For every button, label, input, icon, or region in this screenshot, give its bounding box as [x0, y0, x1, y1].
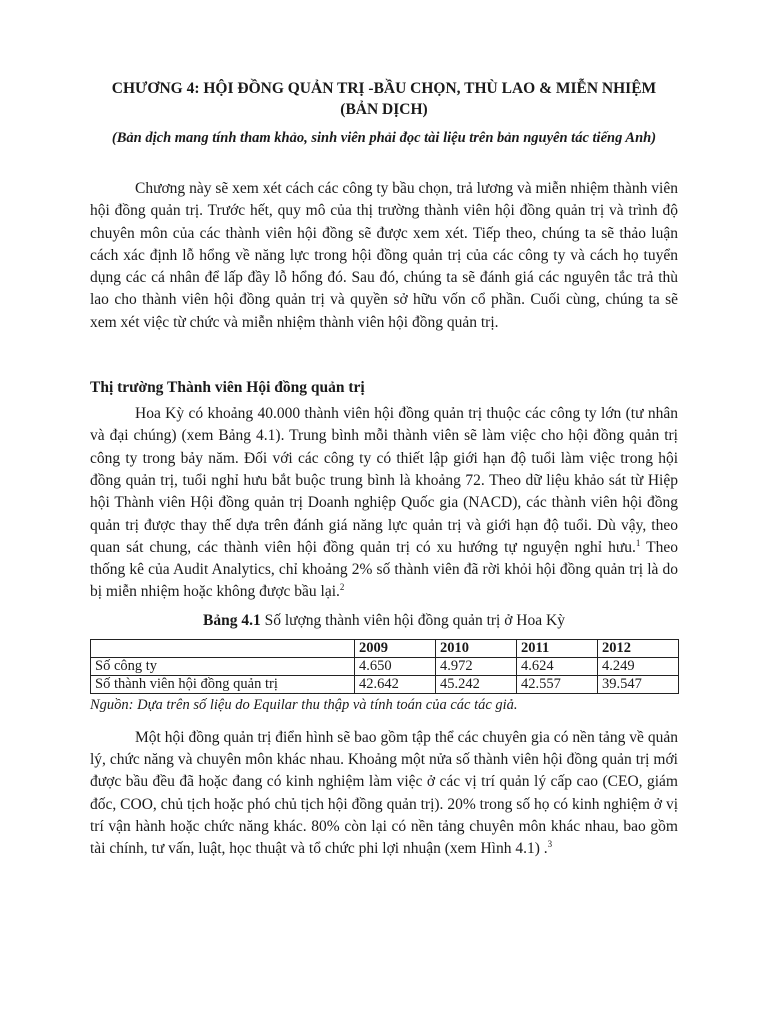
table-cell: 4.624 [517, 657, 598, 675]
market-paragraph [90, 403, 678, 604]
table-cell: 4.249 [598, 657, 679, 675]
table-cell: 39.547 [598, 675, 679, 693]
table-row-label: Số công ty [91, 657, 355, 675]
market-paragraph-text-2: Theo thống kê của Audit Analytics, chỉ khoảng 2% số thành viên đã rời khỏi hội đồng quản trị là do bị miễn nhiệm hoặc không được bầu lại. [90, 538, 678, 601]
translation-note: (Bản dịch mang tính tham khảo, sinh viên phải đọc tài liệu trên bản nguyên tác tiếng Anh) [111, 130, 657, 146]
composition-paragraph [90, 727, 678, 861]
composition-paragraph-text: Một hội đồng quản trị điển hình sẽ bao gồm tập thể các chuyên gia có nền tảng về quản lý, chức năng và chuyên môn khác nhau. Khoảng một nửa số thành viên hội đồng quản trị mới được bầu đều đã hoặc đang có kinh nghiệm làm việc ở các vị trí quản lý cấp cao (CEO, giám đốc, COO, chủ tịch hoặc phó chủ tịch hội đồng quản trị). 20% trong số họ có kinh nghiệm ở vị trí vận hành hoặc chức năng khác. 80% còn lại có nền tảng chuyên môn khác nhau, bao gồm tài chính, tư vấn, luật, học thuật và tổ chức phi lợi nhuận (xem Hình 4.1) . [90, 728, 678, 858]
table-source-note: Nguồn: Dựa trên số liệu do Equilar thu thập và tính toán của các tác giả. [90, 696, 518, 713]
table-cell: 42.557 [517, 675, 598, 693]
table-row [91, 657, 679, 675]
table-header-cell: 2009 [355, 639, 436, 657]
chapter-title: CHƯƠNG 4: HỘI ĐỒNG QUẢN TRỊ -BẦU CHỌN, THÙ LAO & MIỄN NHIỆM (BẢN DỊCH) [111, 80, 657, 118]
table-cell: 4.972 [436, 657, 517, 675]
table-caption [90, 610, 678, 632]
table-header-cell: 2011 [517, 639, 598, 657]
table-caption-label: Bảng 4.1 [203, 611, 261, 629]
table-cell: 4.650 [355, 657, 436, 675]
market-paragraph-text-1: Hoa Kỳ có khoảng 40.000 thành viên hội đồng quản trị thuộc các công ty lớn (tư nhân và đại chúng) (xem Bảng 4.1). Trung bình mỗi thành viên sẽ làm việc cho hội đồng quản trị công ty trong bảy năm. Đối với các công ty có thiết lập giới hạn độ tuổi làm việc trong hội đồng quản trị, tuổi nghỉ hưu bắt buộc trung bình là khoảng 72. Theo dữ liệu khảo sát từ Hiệp hội Thành viên Hội đồng quản trị Doanh nghiệp Quốc gia (NACD), các thành viên hội đồng quản trị được thay thế dựa trên đánh giá năng lực quản trị và giới hạn độ tuổi. Dù vậy, theo quan sát chung, các thành viên hội đồng quản trị có xu hướng tự nguyện nghỉ hưu. [90, 405, 678, 556]
table-cell: 42.642 [355, 675, 436, 693]
table-cell: 45.242 [436, 675, 517, 693]
table-header-cell: 2012 [598, 639, 679, 657]
table-caption-text: Số lượng thành viên hội đồng quản trị ở Hoa Kỳ [260, 611, 565, 629]
board-members-table [90, 639, 679, 694]
footnote-ref-3[interactable]: 3 [547, 839, 553, 850]
table-header-cell [91, 639, 355, 657]
intro-paragraph: Chương này sẽ xem xét cách các công ty bầu chọn, trả lương và miễn nhiệm thành viên hội đồng quản trị. Trước hết, quy mô của thị trường thành viên hội đồng quản trị và trình độ chuyên môn của các thành viên hội đồng sẽ được xem xét. Tiếp theo, chúng ta sẽ thảo luận cách xác định lỗ hổng về năng lực trong hội đồng quản trị của các công ty và cách họ tuyển dụng các cá nhân để lấp đầy lỗ hổng đó. Sau đó, chúng ta sẽ đánh giá các nguyên tắc trả thù lao cho thành viên hội đồng quản trị và quyền sở hữu vốn cổ phần. Cuối cùng, chúng ta sẽ xem xét việc từ chức và miễn nhiệm thành viên hội đồng quản trị. [90, 180, 678, 331]
table-row-label: Số thành viên hội đồng quản trị [91, 675, 355, 693]
table-header-row [91, 639, 679, 657]
table-header-cell: 2010 [436, 639, 517, 657]
table-row [91, 675, 679, 693]
footnote-ref-1[interactable]: 1 [635, 537, 641, 548]
document-page [90, 78, 678, 861]
footnote-ref-2[interactable]: 2 [339, 582, 345, 593]
section-heading: Thị trường Thành viên Hội đồng quản trị [90, 379, 365, 397]
